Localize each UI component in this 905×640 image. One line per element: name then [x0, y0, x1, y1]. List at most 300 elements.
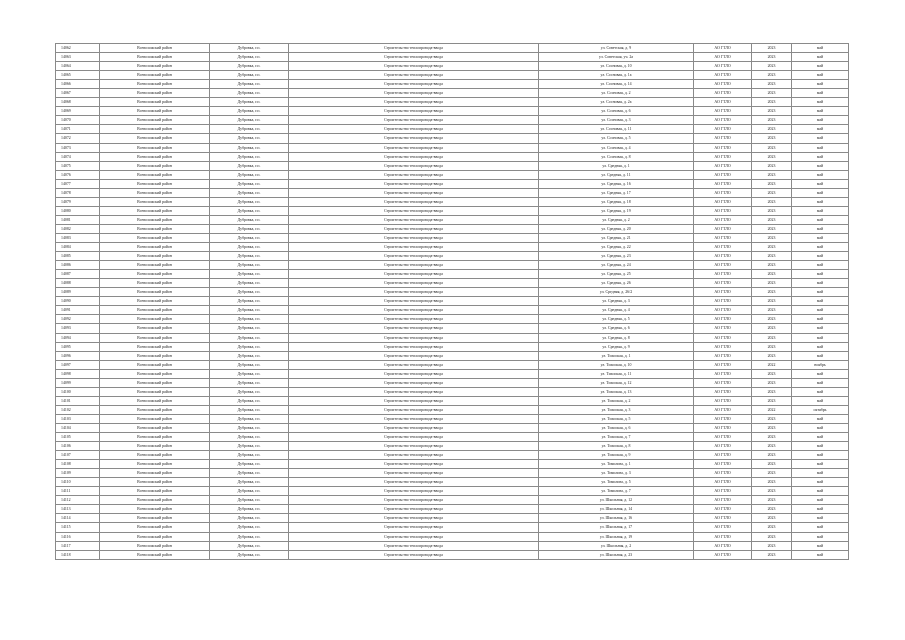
- table-row: [56, 505, 849, 514]
- year-cell: 2023: [752, 188, 792, 197]
- row-number-cell: 14109: [56, 469, 100, 478]
- settlement-cell: Дубровка, г.п.: [210, 161, 289, 170]
- work-type-cell: Строительство теплопровода-ввода: [289, 342, 539, 351]
- table-row: [56, 107, 849, 116]
- work-type-cell: Строительство теплопровода-ввода: [289, 469, 539, 478]
- address-cell: ул. Сосновая, д. 3: [539, 116, 694, 125]
- row-number-cell: 14062: [56, 44, 100, 53]
- month-cell: май: [792, 433, 849, 442]
- district-cell: Всеволожский район: [100, 306, 210, 315]
- address-cell: ул. Томилова, д. 1: [539, 460, 694, 469]
- row-number-cell: 14088: [56, 279, 100, 288]
- row-number-cell: 14112: [56, 496, 100, 505]
- settlement-cell: Дубровка, г.п.: [210, 414, 289, 423]
- address-cell: ул. Средняя, д. 11: [539, 170, 694, 179]
- settlement-cell: Дубровка, г.п.: [210, 306, 289, 315]
- month-cell: май: [792, 179, 849, 188]
- work-type-cell: Строительство теплопровода-ввода: [289, 62, 539, 71]
- table-row: [56, 351, 849, 360]
- month-cell: май: [792, 378, 849, 387]
- work-type-cell: Строительство теплопровода-ввода: [289, 243, 539, 252]
- year-cell: 2023: [752, 414, 792, 423]
- month-cell: май: [792, 469, 849, 478]
- address-cell: ул. Школьная, д. 16: [539, 514, 694, 523]
- work-type-cell: Строительство теплопровода-ввода: [289, 279, 539, 288]
- work-type-cell: Строительство теплопровода-ввода: [289, 252, 539, 261]
- settlement-cell: Дубровка, г.п.: [210, 541, 289, 550]
- settlement-cell: Дубровка, г.п.: [210, 71, 289, 80]
- settlement-cell: Дубровка, г.п.: [210, 387, 289, 396]
- settlement-cell: Дубровка, г.п.: [210, 261, 289, 270]
- year-cell: 2023: [752, 396, 792, 405]
- address-cell: ул. Средняя, д. 26: [539, 279, 694, 288]
- address-cell: ул. Школьная, д. 14: [539, 505, 694, 514]
- settlement-cell: Дубровка, г.п.: [210, 351, 289, 360]
- address-cell: ул. Тихоокая, д. 3: [539, 405, 694, 414]
- year-cell: 2023: [752, 288, 792, 297]
- district-cell: Всеволожский район: [100, 134, 210, 143]
- organization-cell: АО ГТЛО: [694, 89, 752, 98]
- month-cell: май: [792, 206, 849, 215]
- address-cell: ул. Томилова, д. 7: [539, 487, 694, 496]
- month-cell: май: [792, 442, 849, 451]
- district-cell: Всеволожский район: [100, 143, 210, 152]
- year-cell: 2023: [752, 523, 792, 532]
- row-number-cell: 14102: [56, 405, 100, 414]
- year-cell: 2023: [752, 514, 792, 523]
- month-cell: май: [792, 224, 849, 233]
- table-row: [56, 550, 849, 559]
- address-cell: ул. Средняя, д. 19: [539, 206, 694, 215]
- work-type-cell: Строительство теплопровода-ввода: [289, 188, 539, 197]
- row-number-cell: 14069: [56, 107, 100, 116]
- row-number-cell: 14074: [56, 152, 100, 161]
- organization-cell: АО ГТЛО: [694, 523, 752, 532]
- settlement-cell: Дубровка, г.п.: [210, 342, 289, 351]
- table-row: [56, 179, 849, 188]
- organization-cell: АО ГТЛО: [694, 351, 752, 360]
- row-number-cell: 14099: [56, 378, 100, 387]
- district-cell: Всеволожский район: [100, 315, 210, 324]
- row-number-cell: 14073: [56, 143, 100, 152]
- month-cell: ноябрь: [792, 360, 849, 369]
- table-row: [56, 460, 849, 469]
- organization-cell: АО ГТЛО: [694, 197, 752, 206]
- district-cell: Всеволожский район: [100, 98, 210, 107]
- district-cell: Всеволожский район: [100, 116, 210, 125]
- month-cell: май: [792, 451, 849, 460]
- district-cell: Всеволожский район: [100, 44, 210, 53]
- year-cell: 2023: [752, 478, 792, 487]
- year-cell: 2023: [752, 451, 792, 460]
- table-row: [56, 532, 849, 541]
- work-type-cell: Строительство теплопровода-ввода: [289, 405, 539, 414]
- settlement-cell: Дубровка, г.п.: [210, 107, 289, 116]
- table-row: [56, 125, 849, 134]
- year-cell: 2023: [752, 442, 792, 451]
- district-cell: Всеволожский район: [100, 53, 210, 62]
- work-type-cell: Строительство теплопровода-ввода: [289, 333, 539, 342]
- month-cell: май: [792, 315, 849, 324]
- work-type-cell: Строительство теплопровода-ввода: [289, 360, 539, 369]
- address-cell: ул. Сосновая, д. 2: [539, 89, 694, 98]
- district-cell: Всеволожский район: [100, 532, 210, 541]
- settlement-cell: Дубровка, г.п.: [210, 378, 289, 387]
- year-cell: 2023: [752, 342, 792, 351]
- row-number-cell: 14104: [56, 423, 100, 432]
- work-type-cell: Строительство теплопровода-ввода: [289, 161, 539, 170]
- work-type-cell: Строительство теплопровода-ввода: [289, 143, 539, 152]
- row-number-cell: 14071: [56, 125, 100, 134]
- table-row: [56, 197, 849, 206]
- organization-cell: АО ГТЛО: [694, 71, 752, 80]
- settlement-cell: Дубровка, г.п.: [210, 478, 289, 487]
- address-cell: ул. Сосновая, д. 14: [539, 80, 694, 89]
- district-cell: Всеволожский район: [100, 233, 210, 242]
- district-cell: Всеволожский район: [100, 206, 210, 215]
- settlement-cell: Дубровка, г.п.: [210, 487, 289, 496]
- organization-cell: АО ГТЛО: [694, 442, 752, 451]
- settlement-cell: Дубровка, г.п.: [210, 233, 289, 242]
- district-cell: Всеволожский район: [100, 62, 210, 71]
- district-cell: Всеволожский район: [100, 550, 210, 559]
- district-cell: Всеволожский район: [100, 351, 210, 360]
- table-row: [56, 387, 849, 396]
- row-number-cell: 14113: [56, 505, 100, 514]
- month-cell: май: [792, 80, 849, 89]
- work-type-cell: Строительство теплопровода-ввода: [289, 433, 539, 442]
- address-cell: ул. Тихоокая, д. 5: [539, 414, 694, 423]
- district-cell: Всеволожский район: [100, 333, 210, 342]
- year-cell: 2023: [752, 279, 792, 288]
- table-row: [56, 360, 849, 369]
- organization-cell: АО ГТЛО: [694, 288, 752, 297]
- month-cell: май: [792, 243, 849, 252]
- address-cell: ул. Тихоокая, д. 8: [539, 442, 694, 451]
- address-cell: ул. Школьная, д. 19: [539, 532, 694, 541]
- row-number-cell: 14100: [56, 387, 100, 396]
- work-type-cell: Строительство теплопровода-ввода: [289, 152, 539, 161]
- month-cell: май: [792, 351, 849, 360]
- row-number-cell: 14094: [56, 333, 100, 342]
- month-cell: май: [792, 98, 849, 107]
- row-number-cell: 14108: [56, 460, 100, 469]
- work-type-cell: Строительство теплопровода-ввода: [289, 224, 539, 233]
- row-number-cell: 14115: [56, 523, 100, 532]
- month-cell: май: [792, 161, 849, 170]
- address-cell: ул. Тихоокая, д. 7: [539, 433, 694, 442]
- month-cell: май: [792, 197, 849, 206]
- address-cell: ул. Советская, уч. 2а: [539, 53, 694, 62]
- address-cell: ул. Средняя, д. 17: [539, 188, 694, 197]
- table-row: [56, 206, 849, 215]
- organization-cell: АО ГТЛО: [694, 405, 752, 414]
- row-number-cell: 14072: [56, 134, 100, 143]
- row-number-cell: 14101: [56, 396, 100, 405]
- address-cell: ул. Сосновая, д. 5: [539, 134, 694, 143]
- year-cell: 2023: [752, 197, 792, 206]
- work-type-cell: Строительство теплопровода-ввода: [289, 369, 539, 378]
- row-number-cell: 14081: [56, 215, 100, 224]
- district-cell: Всеволожский район: [100, 125, 210, 134]
- address-cell: ул. Средняя, д. 6: [539, 324, 694, 333]
- work-type-cell: Строительство теплопровода-ввода: [289, 261, 539, 270]
- row-number-cell: 14095: [56, 342, 100, 351]
- month-cell: май: [792, 423, 849, 432]
- row-number-cell: 14097: [56, 360, 100, 369]
- month-cell: май: [792, 496, 849, 505]
- table-row: [56, 161, 849, 170]
- organization-cell: АО ГТЛО: [694, 378, 752, 387]
- district-cell: Всеволожский район: [100, 478, 210, 487]
- work-type-cell: Строительство теплопровода-ввода: [289, 98, 539, 107]
- table-row: [56, 261, 849, 270]
- organization-cell: АО ГТЛО: [694, 188, 752, 197]
- settlement-cell: Дубровка, г.п.: [210, 224, 289, 233]
- district-cell: Всеволожский район: [100, 252, 210, 261]
- row-number-cell: 14068: [56, 98, 100, 107]
- organization-cell: АО ГТЛО: [694, 342, 752, 351]
- organization-cell: АО ГТЛО: [694, 125, 752, 134]
- address-cell: ул. Советская, д. 9: [539, 44, 694, 53]
- table-row: [56, 170, 849, 179]
- address-cell: ул. Средняя, д. 20: [539, 224, 694, 233]
- year-cell: 2023: [752, 215, 792, 224]
- work-type-cell: Строительство теплопровода-ввода: [289, 351, 539, 360]
- organization-cell: АО ГТЛО: [694, 53, 752, 62]
- month-cell: май: [792, 152, 849, 161]
- organization-cell: АО ГТЛО: [694, 116, 752, 125]
- settlement-cell: Дубровка, г.п.: [210, 179, 289, 188]
- table-row: [56, 433, 849, 442]
- organization-cell: АО ГТЛО: [694, 152, 752, 161]
- district-cell: Всеволожский район: [100, 405, 210, 414]
- row-number-cell: 14065: [56, 71, 100, 80]
- table-row: [56, 243, 849, 252]
- year-cell: 2022: [752, 360, 792, 369]
- month-cell: май: [792, 514, 849, 523]
- year-cell: 2023: [752, 297, 792, 306]
- settlement-cell: Дубровка, г.п.: [210, 98, 289, 107]
- address-cell: ул. Тихоокая, д. 11: [539, 369, 694, 378]
- address-cell: ул. Школьная, д. 12: [539, 496, 694, 505]
- year-cell: 2023: [752, 152, 792, 161]
- address-cell: ул. Тихоокая, д. 10: [539, 360, 694, 369]
- table-row: [56, 333, 849, 342]
- district-cell: Всеволожский район: [100, 342, 210, 351]
- month-cell: май: [792, 261, 849, 270]
- month-cell: май: [792, 523, 849, 532]
- settlement-cell: Дубровка, г.п.: [210, 423, 289, 432]
- row-number-cell: 14083: [56, 233, 100, 242]
- address-cell: ул. Школьная, д. 2: [539, 541, 694, 550]
- year-cell: 2023: [752, 53, 792, 62]
- month-cell: май: [792, 270, 849, 279]
- month-cell: май: [792, 387, 849, 396]
- address-cell: ул. Средняя, д. 23: [539, 252, 694, 261]
- district-cell: Всеволожский район: [100, 387, 210, 396]
- row-number-cell: 14091: [56, 306, 100, 315]
- address-cell: ул. Средняя, д. 21: [539, 233, 694, 242]
- table-row: [56, 423, 849, 432]
- table-row: [56, 288, 849, 297]
- row-number-cell: 14105: [56, 433, 100, 442]
- row-number-cell: 14067: [56, 89, 100, 98]
- table-row: [56, 496, 849, 505]
- month-cell: май: [792, 252, 849, 261]
- month-cell: май: [792, 107, 849, 116]
- row-number-cell: 14118: [56, 550, 100, 559]
- settlement-cell: Дубровка, г.п.: [210, 360, 289, 369]
- table-row: [56, 523, 849, 532]
- table-row: [56, 405, 849, 414]
- address-cell: ул. Сосновая, д. 11: [539, 125, 694, 134]
- month-cell: май: [792, 478, 849, 487]
- address-cell: ул. Средняя, д. 2: [539, 215, 694, 224]
- row-number-cell: 14084: [56, 243, 100, 252]
- organization-cell: АО ГТЛО: [694, 107, 752, 116]
- address-cell: ул. Сосновая, д. 2а: [539, 98, 694, 107]
- settlement-cell: Дубровка, г.п.: [210, 206, 289, 215]
- district-cell: Всеволожский район: [100, 107, 210, 116]
- year-cell: 2023: [752, 243, 792, 252]
- address-cell: ул. Средняя, д. 1: [539, 161, 694, 170]
- month-cell: май: [792, 116, 849, 125]
- address-cell: ул. Средняя, д. 4: [539, 306, 694, 315]
- settlement-cell: Дубровка, г.п.: [210, 433, 289, 442]
- district-cell: Всеволожский район: [100, 414, 210, 423]
- month-cell: май: [792, 125, 849, 134]
- month-cell: май: [792, 324, 849, 333]
- year-cell: 2023: [752, 80, 792, 89]
- district-cell: Всеволожский район: [100, 433, 210, 442]
- work-type-cell: Строительство теплопровода-ввода: [289, 451, 539, 460]
- work-type-cell: Строительство теплопровода-ввода: [289, 125, 539, 134]
- address-cell: ул. Средняя, д. 18: [539, 197, 694, 206]
- district-cell: Всеволожский район: [100, 224, 210, 233]
- work-type-cell: Строительство теплопровода-ввода: [289, 71, 539, 80]
- work-type-cell: Строительство теплопровода-ввода: [289, 44, 539, 53]
- district-cell: Всеволожский район: [100, 460, 210, 469]
- district-cell: Всеволожский район: [100, 279, 210, 288]
- organization-cell: АО ГТЛО: [694, 496, 752, 505]
- organization-cell: АО ГТЛО: [694, 387, 752, 396]
- row-number-cell: 14114: [56, 514, 100, 523]
- address-cell: ул. Сосновая, д. 4: [539, 143, 694, 152]
- organization-cell: АО ГТЛО: [694, 224, 752, 233]
- year-cell: 2023: [752, 496, 792, 505]
- table-row: [56, 62, 849, 71]
- month-cell: май: [792, 233, 849, 242]
- table-row: [56, 224, 849, 233]
- table-row: [56, 324, 849, 333]
- year-cell: 2022: [752, 405, 792, 414]
- works-schedule-table: [55, 43, 849, 560]
- work-type-cell: Строительство теплопровода-ввода: [289, 532, 539, 541]
- row-number-cell: 14098: [56, 369, 100, 378]
- work-type-cell: Строительство теплопровода-ввода: [289, 179, 539, 188]
- district-cell: Всеволожский район: [100, 396, 210, 405]
- organization-cell: АО ГТЛО: [694, 324, 752, 333]
- table-row: [56, 396, 849, 405]
- month-cell: май: [792, 414, 849, 423]
- organization-cell: АО ГТЛО: [694, 433, 752, 442]
- organization-cell: АО ГТЛО: [694, 514, 752, 523]
- table-row: [56, 514, 849, 523]
- organization-cell: АО ГТЛО: [694, 98, 752, 107]
- work-type-cell: Строительство теплопровода-ввода: [289, 215, 539, 224]
- address-cell: ул. Томилова, д. 3: [539, 469, 694, 478]
- district-cell: Всеволожский район: [100, 270, 210, 279]
- year-cell: 2023: [752, 469, 792, 478]
- settlement-cell: Дубровка, г.п.: [210, 80, 289, 89]
- settlement-cell: Дубровка, г.п.: [210, 396, 289, 405]
- year-cell: 2023: [752, 550, 792, 559]
- table-row: [56, 143, 849, 152]
- district-cell: Всеволожский район: [100, 324, 210, 333]
- year-cell: 2023: [752, 89, 792, 98]
- organization-cell: АО ГТЛО: [694, 261, 752, 270]
- row-number-cell: 14086: [56, 261, 100, 270]
- work-type-cell: Строительство теплопровода-ввода: [289, 442, 539, 451]
- address-cell: ул. Средняя, д. 22: [539, 243, 694, 252]
- work-type-cell: Строительство теплопровода-ввода: [289, 396, 539, 405]
- work-type-cell: Строительство теплопровода-ввода: [289, 496, 539, 505]
- organization-cell: АО ГТЛО: [694, 315, 752, 324]
- month-cell: май: [792, 143, 849, 152]
- row-number-cell: 14090: [56, 297, 100, 306]
- work-type-cell: Строительство теплопровода-ввода: [289, 306, 539, 315]
- district-cell: Всеволожский район: [100, 89, 210, 98]
- address-cell: ул. Тихоокая, д. 6: [539, 423, 694, 432]
- table-row: [56, 233, 849, 242]
- district-cell: Всеволожский район: [100, 297, 210, 306]
- settlement-cell: Дубровка, г.п.: [210, 405, 289, 414]
- settlement-cell: Дубровка, г.п.: [210, 315, 289, 324]
- year-cell: 2023: [752, 306, 792, 315]
- organization-cell: АО ГТЛО: [694, 179, 752, 188]
- work-type-cell: Строительство теплопровода-ввода: [289, 523, 539, 532]
- month-cell: май: [792, 89, 849, 98]
- district-cell: Всеволожский район: [100, 179, 210, 188]
- work-type-cell: Строительство теплопровода-ввода: [289, 550, 539, 559]
- work-type-cell: Строительство теплопровода-ввода: [289, 324, 539, 333]
- settlement-cell: Дубровка, г.п.: [210, 197, 289, 206]
- organization-cell: АО ГТЛО: [694, 396, 752, 405]
- row-number-cell: 14103: [56, 414, 100, 423]
- address-cell: ул. Тихоокая, д. 2: [539, 396, 694, 405]
- organization-cell: АО ГТЛО: [694, 161, 752, 170]
- table-row: [56, 44, 849, 53]
- month-cell: май: [792, 306, 849, 315]
- year-cell: 2023: [752, 460, 792, 469]
- work-type-cell: Строительство теплопровода-ввода: [289, 116, 539, 125]
- settlement-cell: Дубровка, г.п.: [210, 152, 289, 161]
- year-cell: 2023: [752, 487, 792, 496]
- row-number-cell: 14079: [56, 197, 100, 206]
- year-cell: 2023: [752, 116, 792, 125]
- month-cell: май: [792, 532, 849, 541]
- settlement-cell: Дубровка, г.п.: [210, 442, 289, 451]
- work-type-cell: Строительство теплопровода-ввода: [289, 541, 539, 550]
- year-cell: 2023: [752, 505, 792, 514]
- row-number-cell: 14066: [56, 80, 100, 89]
- settlement-cell: Дубровка, г.п.: [210, 62, 289, 71]
- settlement-cell: Дубровка, г.п.: [210, 44, 289, 53]
- row-number-cell: 14078: [56, 188, 100, 197]
- month-cell: май: [792, 44, 849, 53]
- row-number-cell: 14076: [56, 170, 100, 179]
